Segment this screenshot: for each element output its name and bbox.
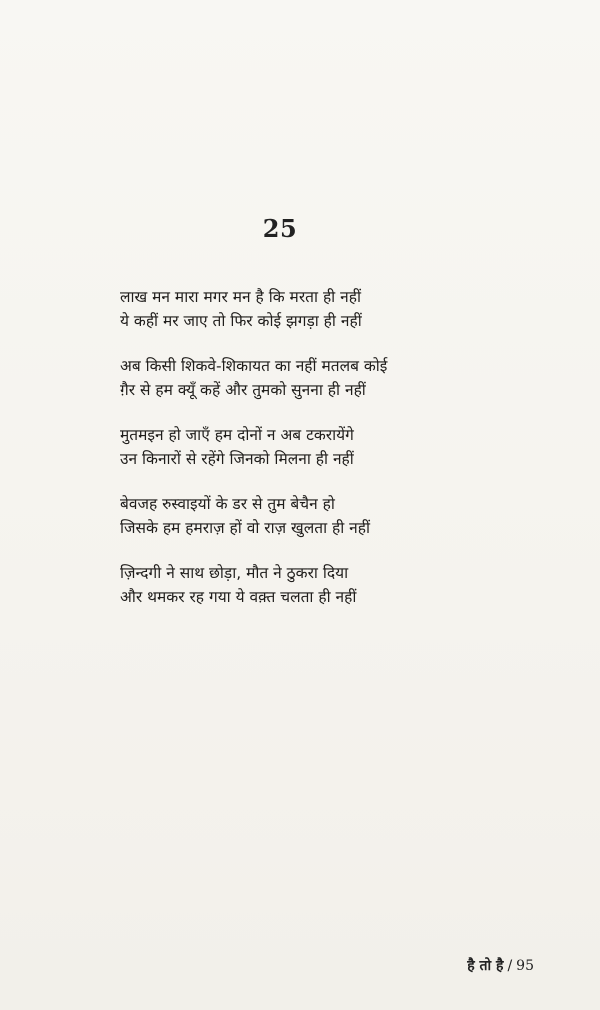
- poem-number: 25: [262, 214, 298, 243]
- page-number: 95: [516, 958, 534, 974]
- verse-line: लाख मन मारा मगर मन है कि मरता ही नहीं: [120, 288, 361, 306]
- page-footer: [467, 956, 534, 975]
- stanza-3: [120, 423, 510, 471]
- verse-line: ये कहीं मर जाए तो फिर कोई झगड़ा ही नहीं: [120, 312, 362, 330]
- book-title: है तो है: [467, 958, 504, 974]
- footer-separator: /: [507, 958, 513, 974]
- stanza-4: [120, 492, 510, 540]
- verse-line: जिसके हम हमराज़ हों वो राज़ खुलता ही नहीं: [120, 519, 371, 537]
- verse-line: और थमकर रह गया ये वक़्त चलता ही नहीं: [120, 588, 357, 606]
- verse-line: अब किसी शिकवे-शिकायत का नहीं मतलब कोई: [120, 357, 388, 375]
- verse-line: बेवजह रुस्वाइयों के डर से तुम बेचैन हो: [120, 495, 335, 513]
- stanza-1: [120, 285, 510, 333]
- stanza-5: [120, 561, 510, 609]
- verse-line: उन किनारों से रहेंगे जिनको मिलना ही नहीं: [120, 450, 354, 468]
- verse-line: मुतमइन हो जाएँ हम दोनों न अब टकरायेंगे: [120, 426, 354, 444]
- stanza-2: [120, 354, 510, 402]
- poem-body: [120, 285, 510, 630]
- verse-line: ग़ैर से हम क्यूँ कहें और तुमको सुनना ही नहीं: [120, 381, 366, 399]
- verse-line: ज़िन्दगी ने साथ छोड़ा, मौत ने ठुकरा दिया: [120, 564, 349, 582]
